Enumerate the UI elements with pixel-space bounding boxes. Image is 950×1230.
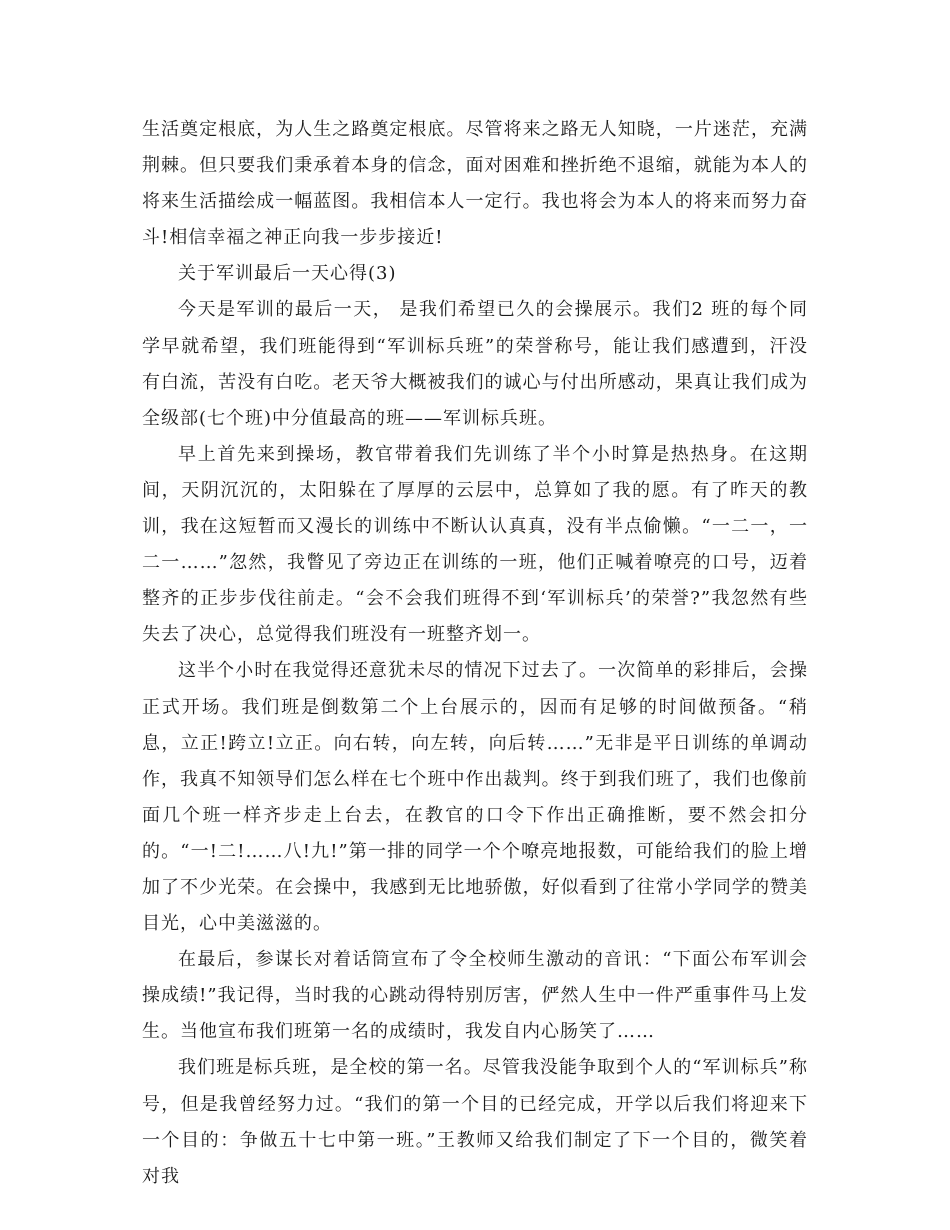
document-page [142, 112, 808, 1195]
paragraph-continuation: 生活奠定根底，为人生之路奠定根底。尽管将来之路无人知晓，一片迷茫，充满荆棘。但只要我们秉承着本身的信念，面对困难和挫折绝不退缩，就能为本人的将来生活描绘成一幅蓝图。我相信本人一定行。我也将会为本人的将来而努力奋斗!相信幸福之神正向我一步步接近! [142, 119, 808, 249]
paragraph: 在最后，参谋长对着话筒宣布了令全校师生激动的音讯：“下面公布军训会操成绩!”我记得，当时我的心跳动得特别厉害，俨然人生中一件严重事件马上发生。当他宣布我们班第一名的成绩时，我发自内心肠笑了…… [142, 949, 808, 1043]
paragraph: 这半个小时在我觉得还意犹未尽的情况下过去了。一次简单的彩排后，会操正式开场。我们班是倒数第二个上台展示的，因而有足够的时间做预备。“稍息，立正!跨立!立正。向右转，向左转，向后转……”无非是平日训练的单调动作，我真不知领导们怎么样在七个班中作出裁判。终于到我们班了，我们也像前面几个班一样齐步走上台去，在教官的口令下作出正确推断，要不然会扣分的。“一!二!……八!九!”第一排的同学一个个嘹亮地报数，可能给我们的脸上增加了不少光荣。在会操中，我感到无比地骄傲，好似看到了往常小学同学的赞美目光，心中美滋滋的。 [142, 660, 808, 935]
paragraph: 早上首先来到操场，教官带着我们先训练了半个小时算是热热身。在这期间，天阴沉沉的，太阳躲在了厚厚的云层中，总算如了我的愿。有了昨天的教训，我在这短暂而又漫长的训练中不断认认真真，没有半点偷懒。“一二一，一二一……”忽然，我瞥见了旁边正在训练的一班，他们正喊着嘹亮的口号，迈着整齐的正步步伐往前走。“会不会我们班得不到‘军训标兵’的荣誉?”我忽然有些失去了决心，总觉得我们班没有一班整齐划一。 [142, 443, 808, 646]
paragraph: 我们班是标兵班，是全校的第一名。尽管我没能争取到个人的“军训标兵”称号，但是我曾经努力过。“我们的第一个目的已经完成，开学以后我们将迎来下一个目的：争做五十七中第一班。”王教师又给我们制定了下一个目的，微笑着对我 [142, 1057, 808, 1187]
section-heading: 关于军训最后一天心得(3) [178, 263, 397, 285]
paragraph: 今天是军训的最后一天， 是我们希望已久的会操展示。我们2 班的每个同学早就希望，我们班能得到“军训标兵班”的荣誉称号，能让我们感遭到，汗没有白流，苦没有白吃。老天爷大概被我们的诚心与付出所感动，果真让我们成为全级部(七个班)中分值最高的班——军训标兵班。 [142, 299, 808, 429]
